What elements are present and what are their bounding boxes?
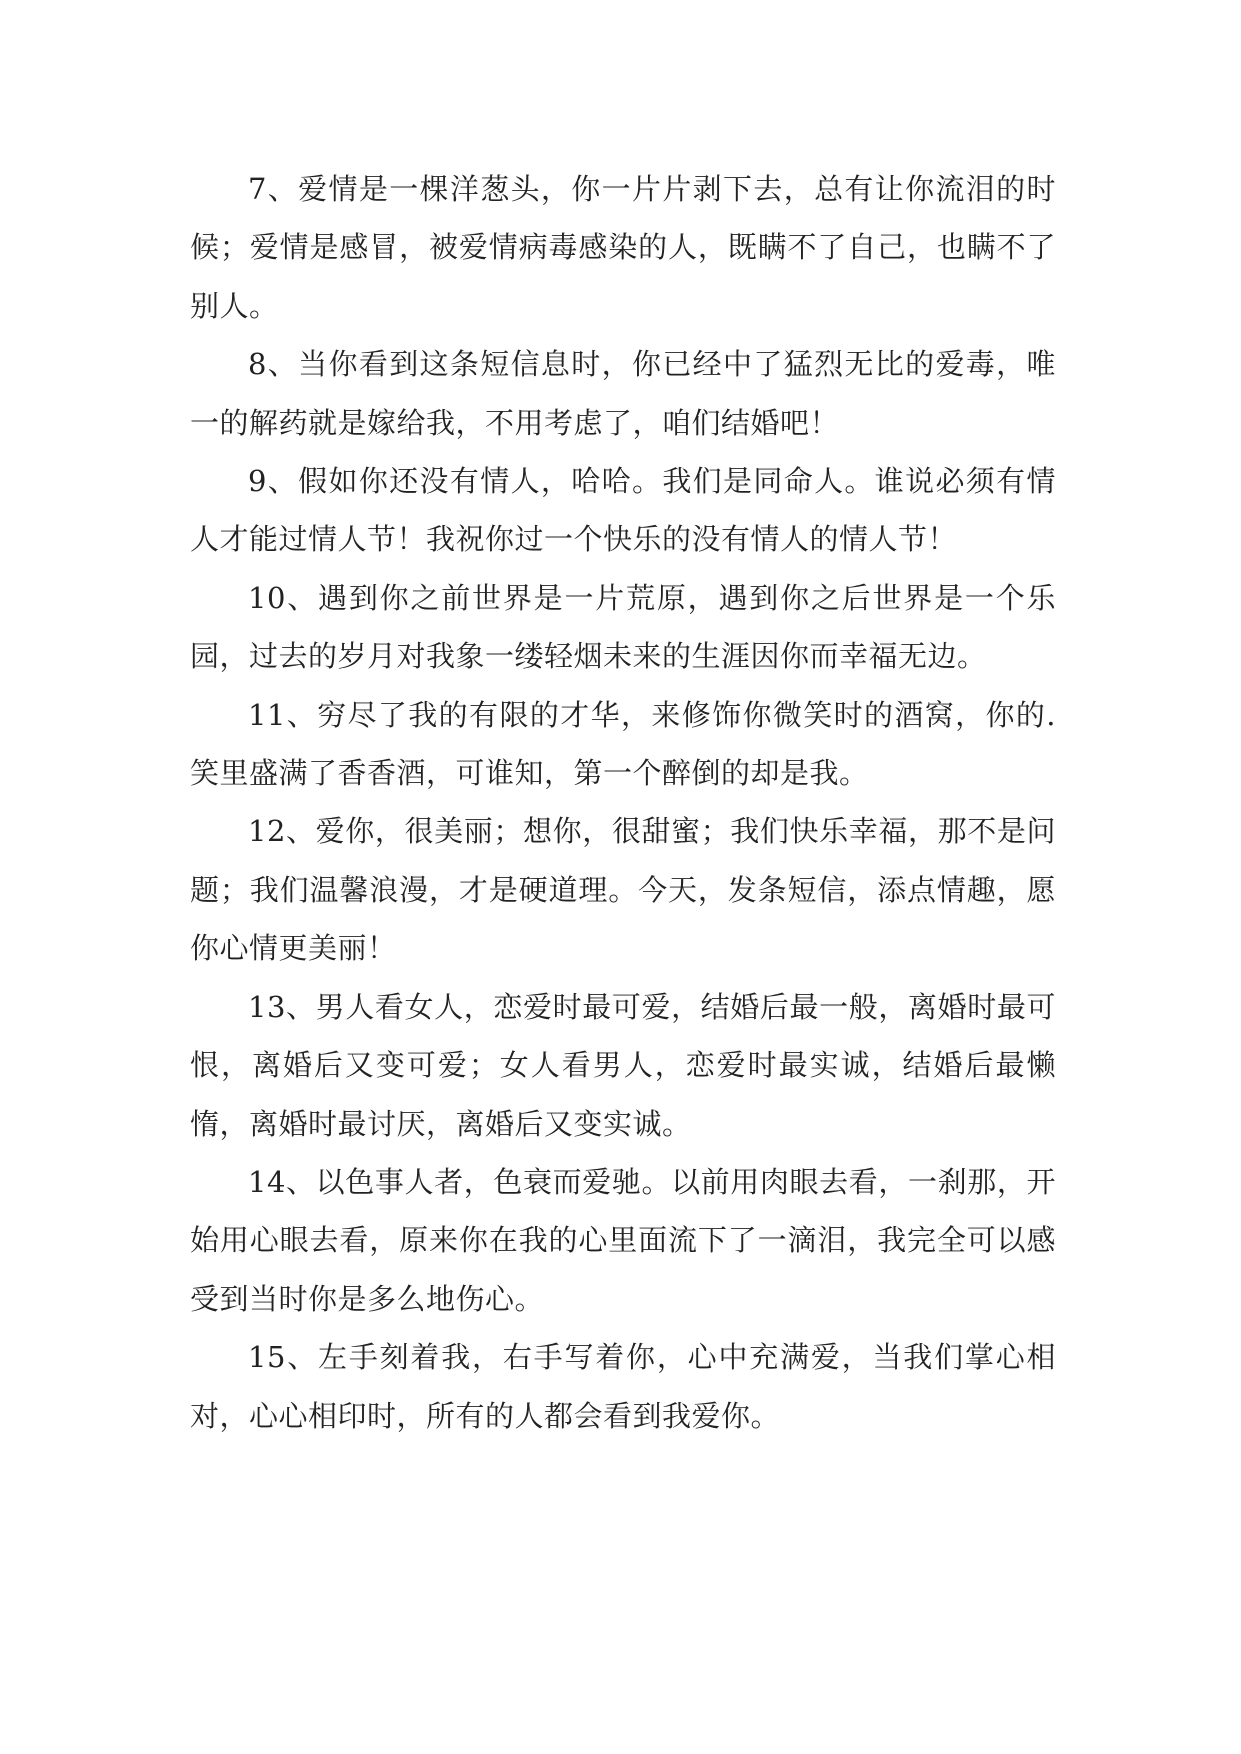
paragraph-7: 7、爱情是一棵洋葱头，你一片片剥下去，总有让你流泪的时候；爱情是感冒，被爱情病毒感染的人，既瞒不了自己，也瞒不了别人。: [190, 172, 1056, 323]
paragraph-13: 13、男人看女人，恋爱时最可爱，结婚后最一般，离婚时最可恨，离婚后又变可爱；女人看男人，恋爱时最实诚，结婚后最懒惰，离婚时最讨厌，离婚后又变实诚。: [190, 989, 1056, 1141]
paragraph-8: 8、当你看到这条短信息时，你已经中了猛烈无比的爱毒，唯一的解药就是嫁给我，不用考虑了，咱们结婚吧！: [190, 347, 1056, 440]
document-body: [190, 160, 1056, 1445]
paragraph-11: 11、穷尽了我的有限的才华，来修饰你微笑时的酒窝，你的.笑里盛满了香香酒，可谁知，第一个醉倒的却是我。: [190, 697, 1056, 791]
paragraph-15: 15、左手刻着我，右手写着你，心中充满爱，当我们掌心相对，心心相印时，所有的人都会看到我爱你。: [190, 1340, 1056, 1433]
paragraph-14: 14、以色事人者，色衰而爱驰。以前用肉眼去看，一刹那，开始用心眼去看，原来你在我的心里面流下了一滴泪，我完全可以感受到当时你是多么地伤心。: [190, 1164, 1056, 1316]
paragraph-10: 10、遇到你之前世界是一片荒原，遇到你之后世界是一个乐园，过去的岁月对我象一缕轻烟未来的生涯因你而幸福无边。: [190, 580, 1056, 674]
paragraph-12: 12、爱你，很美丽；想你，很甜蜜；我们快乐幸福，那不是问题；我们温馨浪漫，才是硬道理。今天，发条短信，添点情趣，愿你心情更美丽！: [190, 814, 1056, 966]
paragraph-9: 9、假如你还没有情人，哈哈。我们是同命人。谁说必须有情人才能过情人节！我祝你过一个快乐的没有情人的情人节！: [190, 464, 1056, 557]
